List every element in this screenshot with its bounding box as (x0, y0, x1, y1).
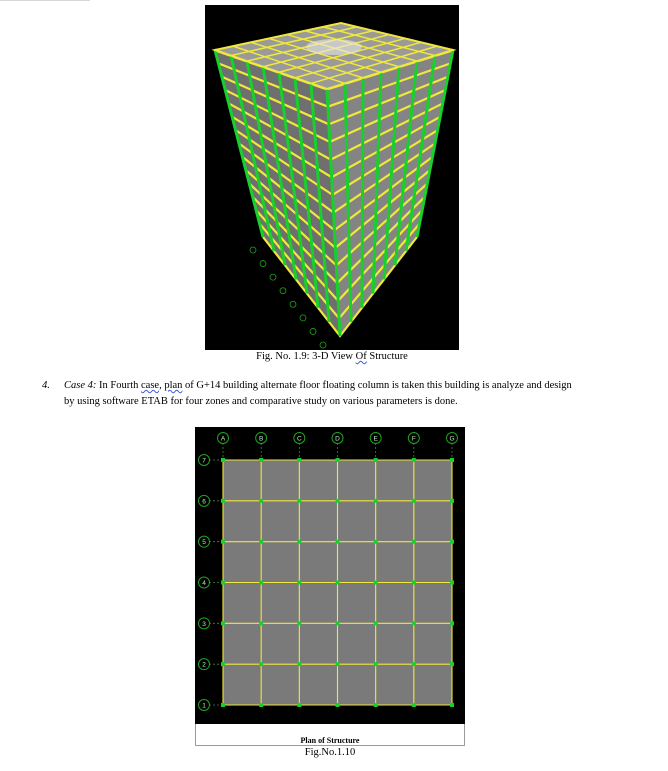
column-node (374, 581, 378, 585)
column-node (259, 581, 263, 585)
paragraph-line-2: by using software ETAB for four zones and comparative study on various parameters is done. (64, 396, 458, 407)
roof-highlight (306, 39, 362, 55)
column-node (259, 499, 263, 503)
column-node (336, 621, 340, 625)
column-node (336, 581, 340, 585)
column-node (412, 621, 416, 625)
grid-row-label: 6 (202, 498, 206, 506)
column-node (221, 499, 225, 503)
column-node (297, 581, 301, 585)
column-node (221, 621, 225, 625)
structure-plan-image (195, 427, 465, 724)
column-node (336, 662, 340, 666)
column-node (412, 540, 416, 544)
column-node (336, 499, 340, 503)
column-node (221, 581, 225, 585)
column-node (259, 458, 263, 462)
column-node (450, 458, 454, 462)
column-node (374, 662, 378, 666)
column-node (221, 458, 225, 462)
grid-column-label: F (411, 435, 416, 443)
grid-bubble (270, 274, 276, 280)
grid-bubble (290, 301, 296, 307)
column-node (297, 458, 301, 462)
figure-1-10-caption: Fig.No.1.10 (304, 747, 356, 758)
column-node (336, 703, 340, 707)
column-node (374, 703, 378, 707)
grid-row-label: 2 (202, 661, 206, 669)
column-node (450, 540, 454, 544)
case-label: Case 4: (64, 380, 97, 391)
column-node (221, 662, 225, 666)
column-node (297, 703, 301, 707)
column-node (336, 458, 340, 462)
column-node (374, 499, 378, 503)
top-rule (0, 0, 90, 1)
column-node (259, 703, 263, 707)
column-node (450, 621, 454, 625)
column-node (374, 458, 378, 462)
column-node (412, 499, 416, 503)
column-node (259, 662, 263, 666)
grid-bubble (280, 288, 286, 294)
grid-bubble (250, 247, 256, 253)
grid-row-label: 4 (202, 580, 206, 587)
grid-bubble (320, 342, 326, 348)
grid-column-label: A (220, 435, 226, 443)
grid-row-label: 5 (202, 539, 206, 547)
column-node (221, 703, 225, 707)
grid-row-label: 3 (202, 620, 206, 628)
grid-column-label: D (335, 435, 340, 443)
column (362, 78, 363, 308)
structure-3d-drawing (205, 5, 459, 350)
column-node (450, 703, 454, 707)
column-node (259, 540, 263, 544)
column-node (412, 662, 416, 666)
grid-column-label: B (258, 435, 264, 443)
column-node (412, 703, 416, 707)
case-4-paragraph: 4. Case 4: In Fourth case, plan of G+14 building alternate floor floating column is taken this building is analyze and design by using software ETAB for four zones and comparative study on various parameters is done. (42, 378, 652, 410)
structure-plan-drawing (195, 427, 465, 724)
grid-column-label: C (296, 435, 302, 443)
column-node (221, 540, 225, 544)
column-node (412, 581, 416, 585)
column-node (374, 621, 378, 625)
column-node (297, 621, 301, 625)
column-node (450, 662, 454, 666)
column-node (259, 621, 263, 625)
grid-row-label: 7 (202, 457, 206, 465)
plan-of-structure-label: Plan of Structure (300, 736, 360, 745)
grid-column-label: E (373, 435, 378, 443)
column-node (297, 662, 301, 666)
structure-3d-view-image (205, 5, 459, 350)
plan-caption-box (195, 724, 465, 746)
grid-bubble (300, 315, 306, 321)
left-face (215, 50, 340, 336)
grid-column-label: G (449, 435, 455, 443)
column-node (450, 499, 454, 503)
column-node (336, 540, 340, 544)
column-node (412, 458, 416, 462)
column-node (374, 540, 378, 544)
column-node (450, 581, 454, 585)
grid-bubble (310, 328, 316, 334)
grid-bubble (260, 261, 266, 267)
column-node (297, 499, 301, 503)
column-node (297, 540, 301, 544)
figure-1-9-caption: Fig. No. 1.9: 3-D View Of Structure (256, 351, 408, 362)
list-number: 4. (42, 380, 50, 391)
grid-row-label: 1 (202, 702, 206, 710)
